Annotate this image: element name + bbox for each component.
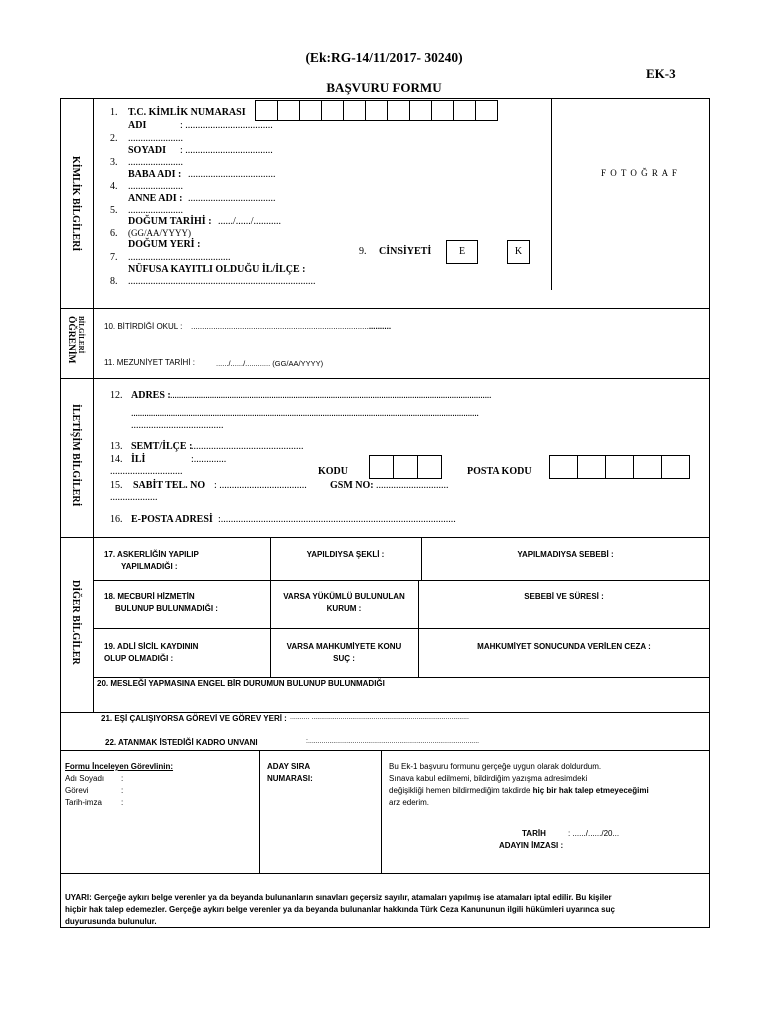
sabit-tel-label: SABİT TEL. NO bbox=[133, 480, 206, 491]
baba-field[interactable]: ................................... bbox=[188, 169, 276, 180]
tc-label: T.C. KİMLİK NUMARASI bbox=[128, 107, 246, 118]
mahkumiyet-suc[interactable]: VARSA MAHKUMİYETE KONU bbox=[286, 642, 402, 651]
divider-kimlik bbox=[60, 308, 710, 309]
section-ogrenim-title-2: BİLGİLERİ bbox=[77, 316, 85, 354]
semt-field[interactable]: ............................................. bbox=[191, 441, 304, 452]
dogum-yeri-field[interactable]: ......................................... bbox=[128, 252, 231, 263]
photo-placeholder: F O T O Ğ R A F bbox=[601, 168, 678, 178]
kodu-digit-box[interactable] bbox=[369, 455, 394, 479]
soyadi-field[interactable]: : ................................... bbox=[180, 145, 273, 156]
tc-digit-box[interactable] bbox=[453, 100, 476, 121]
yapilmadiysa-sebebi[interactable]: YAPILMADIYSA SEBEBİ : bbox=[517, 550, 614, 559]
tc-digit-box[interactable] bbox=[321, 100, 344, 121]
declaration-text: Bu Ek-1 başvuru formunu gerçeğe uygun olarak doldurdum. bbox=[389, 762, 602, 771]
section-diger-title: DİĞER BİLGİLER bbox=[70, 580, 81, 665]
imza-label: ADAYIN İMZASI : bbox=[499, 841, 564, 850]
posta-kodu-label: POSTA KODU bbox=[467, 466, 532, 477]
date-format-hint: (GG/AA/YYYY) bbox=[128, 228, 191, 238]
mezuniyet-field[interactable]: ....../....../............ (GG/AA/YYYY) bbox=[216, 359, 324, 368]
es-gorev-field[interactable]: .......... ................................................................................. bbox=[290, 714, 469, 721]
adi-label: ADI bbox=[128, 120, 147, 131]
kadro-unvani-label: 22. ATANMAK İSTEDİĞİ KADRO UNVANI bbox=[105, 738, 258, 747]
il-label: İLİ bbox=[131, 454, 146, 465]
sebebi-suresi[interactable]: SEBEBİ VE SÜRESİ : bbox=[524, 592, 604, 601]
tc-digit-box[interactable] bbox=[475, 100, 498, 121]
il-field[interactable]: :............. bbox=[191, 454, 227, 465]
photo-divider bbox=[551, 98, 552, 290]
divider-diger bbox=[60, 712, 710, 713]
okul-field[interactable]: .......................................................................................... bbox=[191, 322, 392, 331]
reference-number: (Ek:RG-14/11/2017- 30240) bbox=[305, 50, 463, 65]
section-iletisim-title: İLETİŞİM BİLGİLERİ bbox=[70, 404, 81, 507]
adres-label: ADRES : bbox=[131, 390, 171, 401]
tc-digit-box[interactable] bbox=[387, 100, 410, 121]
annex-label: EK-3 bbox=[646, 66, 676, 81]
gsm-field[interactable]: ............................. bbox=[376, 480, 449, 491]
dogum-tarihi-field[interactable]: ....../....../........... bbox=[218, 216, 282, 227]
meslek-engel-label[interactable]: 20. MESLEĞİ YAPMASINA ENGEL BİR DURUMUN BULUNUP BULUNMADIĞI bbox=[97, 679, 385, 688]
section-column-divider bbox=[93, 98, 94, 712]
dogum-yeri-label: DOĞUM YERİ : bbox=[128, 239, 201, 250]
divider-extra bbox=[60, 750, 710, 751]
soyadi-label: SOYADI bbox=[128, 145, 166, 156]
eposta-label: E-POSTA ADRESİ bbox=[131, 514, 213, 525]
adres-field-1[interactable]: .................................................................................................................................................. bbox=[170, 390, 492, 401]
dogum-tarihi-label: DOĞUM TARİHİ : bbox=[128, 216, 212, 227]
posta-digit-box[interactable] bbox=[661, 455, 690, 479]
adli-sicil-label: 19. ADLİ SİCİL KAYDININ bbox=[104, 642, 199, 651]
eposta-field[interactable]: :.............................................................................................. bbox=[218, 514, 456, 525]
posta-digit-box[interactable] bbox=[577, 455, 606, 479]
cinsiyet-label: CİNSİYETİ bbox=[379, 246, 432, 257]
adres-field-3[interactable]: ..................................... bbox=[131, 420, 224, 431]
aday-sira-label: ADAY SIRA bbox=[267, 762, 311, 771]
yapildiysa-sekli[interactable]: YAPILDIYSA ŞEKLİ : bbox=[306, 550, 385, 559]
anne-label: ANNE ADI : bbox=[128, 193, 183, 204]
inceleyen-title: Formu İnceleyen Görevlinin: bbox=[65, 762, 174, 771]
mezuniyet-label: 11. MEZUNİYET TARİHİ : bbox=[104, 358, 195, 367]
posta-digit-box[interactable] bbox=[549, 455, 578, 479]
gender-e-box[interactable]: E bbox=[446, 240, 478, 264]
tarih-field[interactable]: : ....../....../20... bbox=[568, 829, 620, 838]
divider-ogrenim bbox=[60, 378, 710, 379]
askerlik-label: 17. ASKERLİĞİN YAPILIP bbox=[104, 550, 199, 559]
anne-field[interactable]: ................................... bbox=[188, 193, 276, 204]
nufus-label: NÜFUSA KAYITLI OLDUĞU İL/İLÇE : bbox=[128, 264, 306, 275]
adi-field[interactable]: : ................................... bbox=[180, 120, 273, 131]
tc-digit-box[interactable] bbox=[431, 100, 454, 121]
kadro-unvani-field[interactable]: :........................................................................................ bbox=[306, 738, 480, 745]
semt-label: SEMT/İLÇE : bbox=[131, 441, 193, 452]
sabit-tel-field[interactable]: : ................................... bbox=[214, 480, 307, 491]
divider-iletisim bbox=[60, 537, 710, 538]
posta-digit-box[interactable] bbox=[605, 455, 634, 479]
tc-digit-box[interactable] bbox=[255, 100, 278, 121]
warning-text: UYARI: Gerçeğe aykırı belge verenler ya da beyanda bulunanların sınavları geçersiz sayılır, atamaları yapılmış ise atamaları iptal edilir. Bu kişiler bbox=[65, 893, 612, 902]
tc-digit-box[interactable] bbox=[343, 100, 366, 121]
tc-digit-box[interactable] bbox=[409, 100, 432, 121]
nufus-field[interactable]: ........................................................................... bbox=[128, 276, 316, 287]
gsm-label: GSM NO: bbox=[330, 480, 374, 491]
kodu-digit-box[interactable] bbox=[393, 455, 418, 479]
kodu-digit-box[interactable] bbox=[417, 455, 442, 479]
section-kimlik-title: KİMLİK BİLGİLERİ bbox=[70, 156, 81, 252]
baba-label: BABA ADI : bbox=[128, 169, 182, 180]
kodu-label: KODU bbox=[318, 466, 348, 477]
adres-field-2[interactable]: .............................................................................................................................................................. bbox=[131, 408, 479, 419]
tarih-label: TARİH bbox=[522, 829, 546, 838]
posta-digit-box[interactable] bbox=[633, 455, 662, 479]
tc-digit-box[interactable] bbox=[277, 100, 300, 121]
yukumlu-kurum[interactable]: VARSA YÜKÜMLÜ BULUNULAN bbox=[283, 592, 405, 601]
form-title: BAŞVURU FORMU bbox=[326, 80, 442, 95]
mahkumiyet-ceza[interactable]: MAHKUMİYET SONUCUNDA VERİLEN CEZA : bbox=[477, 642, 651, 651]
tc-digit-box[interactable] bbox=[365, 100, 388, 121]
es-gorev-label: 21. EŞİ ÇALIŞIYORSA GÖREVİ VE GÖREV YERİ : bbox=[101, 714, 287, 723]
gender-k-box[interactable]: K bbox=[507, 240, 530, 264]
mecburi-hizmet-label: 18. MECBURİ HİZMETİN bbox=[104, 592, 195, 601]
okul-label: 10. BİTİRDİĞİ OKUL : bbox=[104, 322, 183, 331]
section-ogrenim-title: ÖĞRENİM bbox=[66, 316, 76, 364]
divider-footer bbox=[60, 873, 710, 874]
tc-digit-box[interactable] bbox=[299, 100, 322, 121]
